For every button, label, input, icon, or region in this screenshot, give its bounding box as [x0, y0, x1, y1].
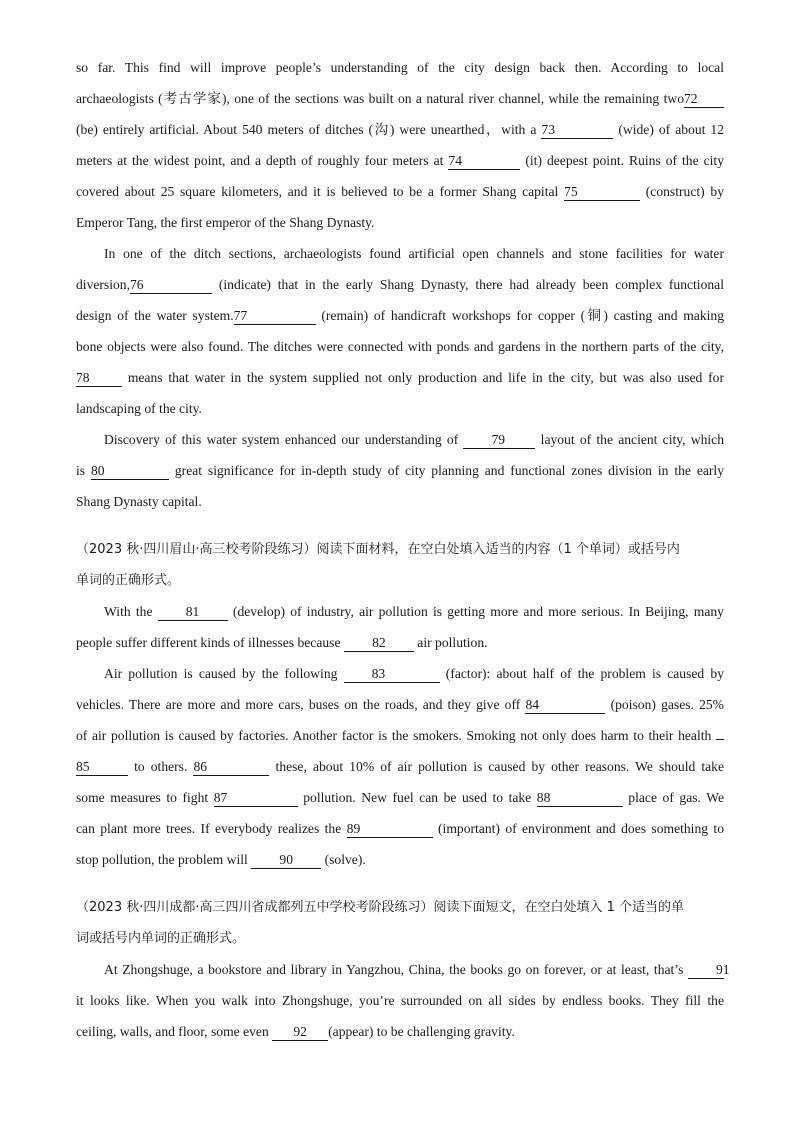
answer-blank: 82	[344, 636, 414, 652]
text-segment: (important) of environment and does something to	[432, 821, 725, 836]
text-segment: covered about 25 square kilometers, and it is believed to be a former Shang capital	[76, 184, 565, 199]
text-segment: (develop) of industry, air pollution is getting more and more serious. In Beijing, many	[227, 604, 724, 619]
text-segment: layout of the ancient city, which	[535, 432, 724, 447]
text-segment: (construct) by	[640, 184, 724, 199]
p3-line	[76, 954, 730, 985]
text-segment: it looks like. When you walk into Zhongshuge, you’re surrounded on all sides by endless books. They fill the	[76, 993, 724, 1008]
answer-blank: 86	[193, 760, 269, 776]
source-line	[76, 565, 724, 596]
text-segment: air pollution.	[413, 635, 488, 650]
text-segment: (remain) of handicraft workshops for copper (铜) casting and making	[315, 308, 724, 323]
text-segment: (wide) of about 12	[613, 122, 724, 137]
answer-blank: 72	[684, 92, 724, 108]
p2-line	[76, 689, 724, 720]
p1-line	[76, 362, 724, 393]
p1-line	[76, 424, 724, 455]
text-segment: 词或括号内单词的正确形式。	[76, 931, 246, 946]
p1-line	[76, 300, 724, 331]
answer-blank	[716, 724, 724, 740]
text-segment: so far. This find will improve people’s understanding of the city design back then. According to local	[76, 60, 724, 75]
p1-line	[76, 114, 724, 145]
p1-line	[76, 393, 724, 424]
text-segment: pollution. New fuel can be used to take	[297, 790, 537, 805]
text-segment: meters at the widest point, and a depth of roughly four meters at	[76, 153, 449, 168]
answer-blank: 84	[525, 698, 605, 714]
text-segment: (poison) gases. 25%	[605, 697, 725, 712]
text-segment: vehicles. There are more and more cars, buses on the roads, and they give off	[76, 697, 526, 712]
answer-blank: 88	[537, 791, 623, 807]
text-segment: archaeologists (考古学家), one of the sections was built on a natural river channel, while the remaining two	[76, 91, 684, 106]
text-segment: is	[76, 463, 91, 478]
answer-blank: 78	[76, 371, 122, 387]
p2-line	[76, 720, 724, 751]
p2-line	[76, 751, 724, 782]
text-segment: Discovery of this water system enhanced our understanding of	[104, 432, 464, 447]
text-segment: stop pollution, the problem will	[76, 852, 252, 867]
document-page	[76, 52, 730, 1047]
text-segment: (it) deepest point. Ruins of the city	[520, 153, 724, 168]
p1-line	[76, 176, 724, 207]
text-segment: （2023 秋·四川眉山·高三校考阶段练习）阅读下面材料，在空白处填入适当的内容（1 个单词）或括号内	[76, 542, 680, 557]
text-segment: (indicate) that in the early Shang Dynasty, there had already been complex functional	[212, 277, 724, 292]
answer-blank: 90	[251, 853, 321, 869]
passage-1	[76, 52, 724, 517]
answer-blank: 76	[130, 278, 212, 294]
p1-line	[76, 486, 724, 517]
answer-blank: 85	[76, 760, 128, 776]
p1-line	[76, 52, 724, 83]
text-segment: diversion,	[76, 277, 130, 292]
text-segment: ceiling, walls, and floor, some even	[76, 1024, 273, 1039]
text-segment: can plant more trees. If everybody realizes the	[76, 821, 347, 836]
text-segment: With the	[104, 604, 158, 619]
text-segment: means that water in the system supplied not only production and life in the city, but was also used for	[122, 370, 724, 385]
text-segment: people suffer different kinds of illnesses because	[76, 635, 344, 650]
p2-line	[76, 813, 724, 844]
text-segment: Emperor Tang, the first emperor of the Shang Dynasty.	[76, 215, 375, 230]
text-segment: these, about 10% of air pollution is caused by other reasons. We should take	[269, 759, 724, 774]
p1-line	[76, 145, 724, 176]
answer-blank: 77	[234, 309, 316, 325]
p1-line	[76, 455, 724, 486]
p3-line	[76, 1016, 724, 1047]
text-segment: landscaping of the city.	[76, 401, 202, 416]
answer-blank: 89	[347, 822, 433, 838]
text-segment: At Zhongshuge, a bookstore and library in Yangzhou, China, the books go on forever, or at least, that’s	[104, 962, 688, 977]
text-segment: (solve).	[321, 852, 366, 867]
source-line	[76, 534, 724, 565]
answer-blank: 92	[272, 1025, 328, 1041]
text-segment: place of gas. We	[622, 790, 724, 805]
text-segment: of air pollution is caused by factories. Another factor is the smokers. Smoking not only does harm to their health	[76, 728, 716, 743]
answer-blank: 91	[688, 963, 724, 979]
text-segment: some measures to fight	[76, 790, 214, 805]
text-segment: (appear) to be challenging gravity.	[328, 1024, 515, 1039]
p3-line	[76, 985, 724, 1016]
text-segment: 单词的正确形式。	[76, 573, 181, 588]
text-segment: (be) entirely artificial. About 540 meters of ditches (沟) were unearthed，with a	[76, 122, 542, 137]
answer-blank: 75	[564, 185, 640, 201]
p2-line	[76, 627, 724, 658]
source-line	[76, 923, 724, 954]
answer-blank: 87	[214, 791, 298, 807]
text-segment: Air pollution is caused by the following	[104, 666, 344, 681]
answer-blank: 79	[463, 433, 535, 449]
p1-line	[76, 238, 724, 269]
text-segment: （2023 秋·四川成都·高三四川省成都列五中学校考阶段练习）阅读下面短文，在空白处填入 1 个适当的单	[76, 900, 685, 915]
passage-2	[76, 534, 724, 875]
text-segment: Shang Dynasty capital.	[76, 494, 202, 509]
text-segment: In one of the ditch sections, archaeologists found artificial open channels and stone facilities for water	[104, 246, 724, 261]
p1-line	[76, 83, 724, 114]
text-segment: design of the water system.	[76, 308, 234, 323]
text-segment: great significance for in-depth study of city planning and functional zones division in the early	[168, 463, 724, 478]
p2-line	[76, 844, 724, 875]
text-segment: (factor): about half of the problem is caused by	[439, 666, 724, 681]
p1-line	[76, 331, 724, 362]
answer-blank: 73	[541, 123, 613, 139]
p2-line	[76, 782, 724, 813]
p2-line	[76, 596, 724, 627]
answer-blank: 81	[158, 605, 228, 621]
answer-blank: 83	[344, 667, 440, 683]
text-segment: bone objects were also found. The ditches were connected with ponds and gardens in the northern parts of the city,	[76, 339, 724, 354]
answer-blank: 80	[91, 464, 169, 480]
answer-blank: 74	[448, 154, 520, 170]
text-segment: to others.	[128, 759, 194, 774]
p1-line	[76, 269, 724, 300]
p1-line	[76, 207, 724, 238]
p2-line	[76, 658, 724, 689]
passage-3	[76, 892, 730, 1047]
source-line	[76, 892, 724, 923]
